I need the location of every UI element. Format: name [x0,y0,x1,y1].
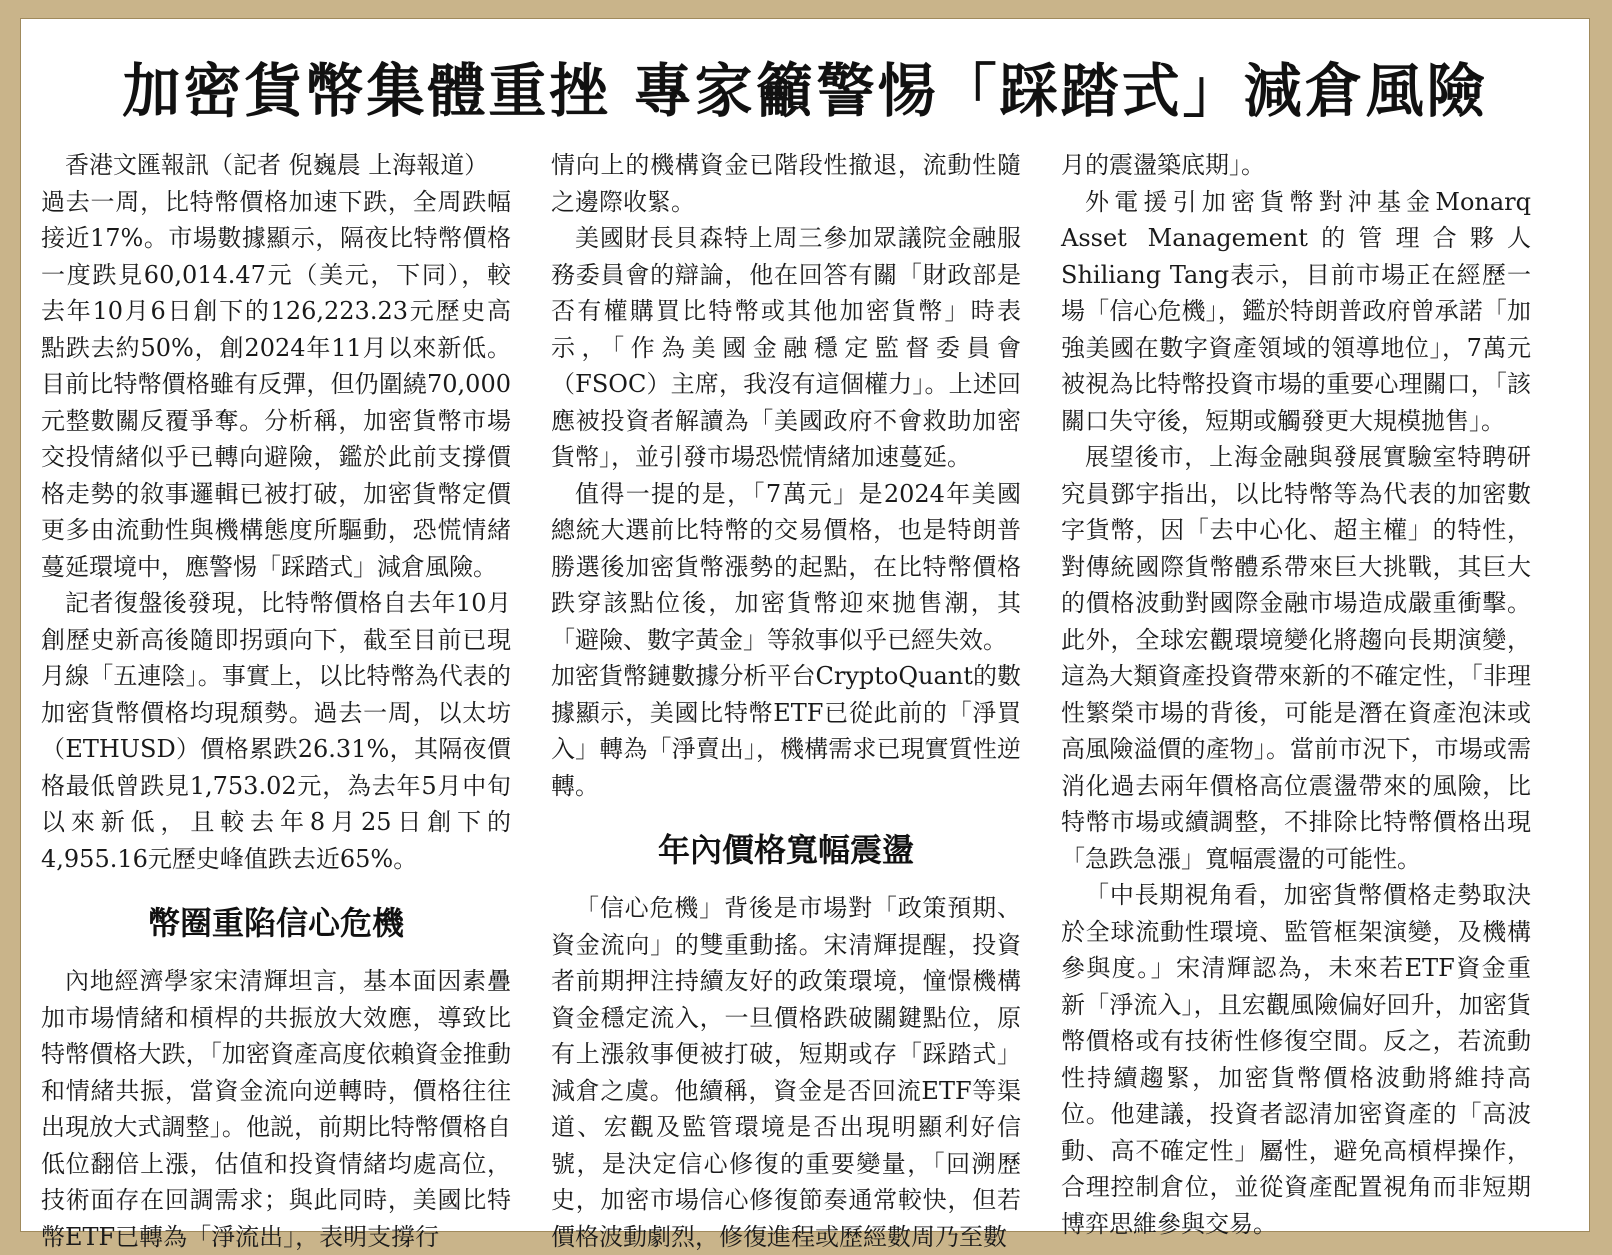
paragraph: 情向上的機構資金已階段性撤退，流動性隨之邊際收緊。 [551,151,1021,216]
headline: 加密貨幣集體重挫 專家籲警惕「踩踏式」減倉風險 [122,57,1488,125]
column-3 [1061,147,1531,1238]
paragraph: 外電援引加密貨幣對沖基金Monarq Asset Management的管理合夥人Shiliang Tang表示，目前市場正在經歷一場「信心危機」，鑑於特朗普政府曾承諾「加強美國在數字資產領域的領導地位」，7萬元被視為比特幣投資市場的重要心理關口，「該關口失守後，短期或觸發更大規模拋售」。 [1061,187,1531,435]
paragraph: 月的震盪築底期」。 [1061,151,1265,179]
paragraph: 「中長期視角看，加密貨幣價格走勢取決於全球流動性環境、監管框架演變，及機構參與度。」宋清輝認為，未來若ETF資金重新「淨流入」，且宏觀風險偏好回升，加密貨幣價格或有技術性修復空間。反之，若流動性持續趨緊，加密貨幣價格波動將維持高位。他建議，投資者認清加密資產的「高波動、高不確定性」屬性，避免高槓桿操作，合理控制倉位，並從資產配置視角而非短期博弈思維參與交易。 [1061,881,1531,1238]
paragraph: 過去一周，比特幣價格加速下跌，全周跌幅接近17%。市場數據顯示，隔夜比特幣價格一度跌見60,014.47元（美元，下同），較去年10月6日創下的126,223.23元歷史高點跌去約50%，創2024年11月以來新低。目前比特幣價格雖有反彈，但仍圍繞70,000元整數關反覆爭奪。分析稱，加密貨幣市場交投情緒似乎已轉向避險，鑑於此前支撐價格走勢的敘事邏輯已被打破，加密貨幣定價更多由流動性與機構態度所驅動，恐慌情緒蔓延環境中，應警惕「踩踏式」減倉風險。 [41,187,511,581]
paragraph: 「信心危機」背後是市場對「政策預期、資金流向」的雙重動搖。宋清輝提醒，投資者前期押注持續友好的政策環境，憧憬機構資金穩定流入，一旦價格跌破關鍵點位，原有上漲敘事便被打破，短期或存「踩踏式」減倉之虞。他續稱，資金是否回流ETF等渠道、宏觀及監管環境是否出現明顯利好信號，是決定信心修復的重要變量，「回溯歷史，加密市場信心修復節奏通常較快，但若價格波動劇烈，修復進程或歷經數周乃至數 [551,894,1021,1251]
paragraph: 展望後市，上海金融與發展實驗室特聘研究員鄧宇指出，以比特幣等為代表的加密數字貨幣，因「去中心化、超主權」的特性，對傳統國際貨幣體系帶來巨大挑戰，其巨大的價格波動對國際金融市場造成嚴重衝擊。此外，全球宏觀環境變化將趨向長期演變，這為大類資產投資帶來新的不確定性，「非理性繁榮市場的背後，可能是潛在資產泡沫或高風險溢價的產物」。當前市況下，市場或需消化過去兩年價格高位震盪帶來的風險，比特幣市場或續調整，不排除比特幣價格出現「急跌急漲」寬幅震盪的可能性。 [1061,443,1531,873]
subheading: 年內價格寬幅震盪 [657,831,914,869]
paragraph: 值得一提的是，「7萬元」是2024年美國總統大選前比特幣的交易價格，也是特朗普勝選後加密貨幣漲勢的起點，在比特幣價格跌穿該點位後，加密貨幣迎來拋售潮，其「避險、數字黃金」等敘事似乎已經失效。 [551,479,1021,654]
column-1 [41,147,511,1251]
paragraph: 記者復盤後發現，比特幣價格自去年10月創歷史新高後隨即拐頭向下，截至目前已現月線「五連陰」。事實上，以比特幣為代表的加密貨幣價格均現頹勢。過去一周，以太坊（ETHUSD）價格累跌26.31%，其隔夜價格最低曾跌見1,753.02元，為去年5月中旬以來新低，且較去年8月25日創下的4,955.16元歷史峰值跌去近65%。 [41,589,511,873]
column-2 [551,147,1021,1251]
paragraph: 加密貨幣鏈數據分析平台CryptoQuant的數據顯示，美國比特幣ETF已從此前的「淨買入」轉為「淨賣出」，機構需求已現實質性逆轉。 [551,662,1021,800]
paragraph: 內地經濟學家宋清輝坦言，基本面因素疊加市場情緒和槓桿的共振放大效應，導致比特幣價格大跌，「加密資產高度依賴資金推動和情緒共振，當資金流向逆轉時，價格往往出現放大式調整」。他説，前期比特幣價格自低位翻倍上漲，估值和投資情緒均處高位，技術面存在回調需求；與此同時，美國比特幣ETF已轉為「淨流出」，表明支撐行 [41,967,511,1251]
paragraph: 美國財長貝森特上周三參加眾議院金融服務委員會的辯論，他在回答有關「財政部是否有權購買比特幣或其他加密貨幣」時表示，「作為美國金融穩定監督委員會（FSOC）主席，我沒有這個權力」。上述回應被投資者解讀為「美國政府不會救助加密貨幣」，並引發市場恐慌情緒加速蔓延。 [551,224,1021,471]
newspaper-article [20,18,1590,1251]
byline: 香港文匯報訊（記者 倪巍晨 上海報道） [65,151,489,179]
subheading: 幣圈重陷信心危機 [147,904,404,942]
